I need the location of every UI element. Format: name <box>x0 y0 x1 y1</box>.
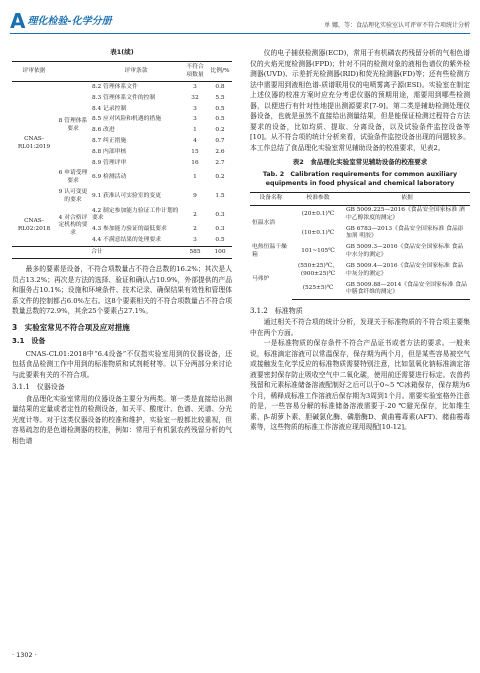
count-cell: 1 <box>193 174 197 181</box>
count-cell: 3 <box>193 105 197 112</box>
count-cell: 3 <box>193 237 197 244</box>
left-column <box>12 48 232 446</box>
count-cell: 2 <box>193 226 197 233</box>
pct-cell: 0.3 <box>215 211 225 218</box>
right-column <box>250 48 470 433</box>
table2-header: 校准参数 <box>292 192 344 205</box>
pct-cell: 0.5 <box>215 116 225 123</box>
count-cell: 1 <box>193 127 197 134</box>
table2-caption: 表2 食品理化实验室常见辅助设备的校准要求 <box>292 158 428 167</box>
table-row <box>12 82 232 93</box>
subclause-cell: 8.2 管理体系文件 <box>92 83 138 90</box>
total-count: 585 <box>182 247 208 259</box>
pct-cell: 1.5 <box>215 192 225 199</box>
subclause-cell: 9.1 获准认可实验室的变更 <box>92 192 162 199</box>
equipment-cell: 恒温水浴 <box>252 220 276 227</box>
subclause-cell: 6.9 检测活动 <box>92 174 127 181</box>
table1-header <box>56 61 90 82</box>
table1 <box>12 61 232 259</box>
subsubsection-heading: 3.1.1 仪器设备 <box>12 383 65 392</box>
logo-mark: A <box>10 9 26 33</box>
table-total-row <box>12 247 232 259</box>
basis-cell: GB 6783—2013《食品安全国家标准 食品添加剂 明胶》 <box>346 225 464 240</box>
clause-cell: 9 认可变更的要求 <box>58 189 88 203</box>
basis-cell: GB 5009.225—2016《食品安全国家标准 酒中乙醇浓度的测定》 <box>346 207 465 221</box>
subclause-cell: 8.6 改进 <box>92 127 115 134</box>
subclause-cell: 8.9 管理评审 <box>92 159 127 166</box>
table2-header: 设备名称 <box>250 192 292 205</box>
table2-body <box>250 205 470 299</box>
journal-logo <box>10 9 112 33</box>
count-cell: 9 <box>193 192 197 199</box>
param-cell: (525±5)℃ <box>292 280 344 299</box>
table1-header: 评审依据 <box>12 61 56 82</box>
subclause-cell: 8.3 管理体系文件的控制 <box>92 94 156 101</box>
pct-cell: 5.5 <box>215 94 225 101</box>
paragraph: 食品理化实验室常用的仪器设备主要分为两类。第一类是直接给出测量结果的定量或者定性的检测设备，如天平、酸度计、色谱、光谱、分光光度计等。对于这类仪器设备的校准和维护，实验室一般都比较重视，但容易疏忽的是色谱检测器的校准，例如：常用于有机氯农药残留分析的气相色谱 <box>12 394 232 445</box>
table1-header: 评审条款 <box>90 61 182 82</box>
table1-header: 不符合项数量 <box>182 61 208 82</box>
table-row <box>12 206 232 225</box>
equipment-cell: 马弗炉 <box>252 276 270 283</box>
subclause-cell: 8.7 纠正措施 <box>92 137 127 144</box>
param-cell: (550±25)℃，(900±25)℃ <box>297 262 339 277</box>
count-cell: 3 <box>193 116 197 123</box>
table-row <box>250 243 470 262</box>
table2-header: 依据 <box>344 192 470 205</box>
subclause-cell: 8.4 记录控制 <box>92 105 127 112</box>
table2 <box>250 192 470 300</box>
section-heading: 3 实验室常见不符合项及应对措施 <box>12 322 130 332</box>
paragraph: CNAS-CL01:2018中“6.4设备”不仅指实验室用到的仪器设备，还包括食品检测工作中用到的标准物质和试剂耗材等。以下分两部分来讨论与此要素有关的不符合项。 <box>12 349 232 379</box>
paragraph: 仪的电子捕获检测器(ECD)，常用于有机磷农药残留分析的气相色谱仪的火焰光度检测器(FPD)；针对不同的检测对象的液相色谱仪的紫外检测器(UVD)、示差折光检测器(RID)和荧光检测器(FD)等；还有些检测方法中需要用到液相色谱-质谱联用仪的电喷雾离子源(ESI)。实验室在制定上述仪器的校准方案时应充分考虑仪器的预期用途，需要用到哪些检测器，以便进行有针对性地提出测源要求[7-9]。第二类是辅助检测处理仪器设备，也就是虽然不直接给出测量结果，但是能保证检测过程符合方法要求的设备，比如均质、提取、分离设备，以及试验条件监控设备等[10]。从不符合项的统计分析来看，试验条件监控设备出现的问题较多。本工作总结了食品理化实验室常见辅助设备的校准要求，见表2。 <box>250 49 470 152</box>
basis-cell: CNAS-RL02:2018 <box>17 218 51 233</box>
journal-name: 理化检验-化学分册 <box>27 16 112 27</box>
pct-cell: 0.2 <box>215 127 225 134</box>
paragraph: 最多的要素是设备，不符合项数量占不符合总数的16.2%；其次是人员占13.2%；再次是方法的选择、验证和确认占10.9%，外部提供的产品和服务占10.1%；设施和环境条件、技术记录、确保结果有效性和管理体系文件的控制都占6.0%左右。这8个要素相关的不符合项数量占不符合项数量总数的72.9%，其余25个要素占27.1%。 <box>12 265 232 316</box>
table1-caption: 表1(续) <box>110 48 134 56</box>
param-cell: (10±0.1)℃ <box>301 229 335 236</box>
count-cell: 3 <box>193 83 197 90</box>
total-label: 合计 <box>12 247 182 259</box>
subclause-cell: 4.3 参加能力验证的最低要求 <box>92 226 167 233</box>
basis-cell: GB 5009.88—2014《食品安全国家标准 食品中膳食纤维的测定》 <box>344 280 470 299</box>
count-cell: 16 <box>191 159 199 166</box>
subclause-cell: 4.2 制定参加能力验证工作计划的要求 <box>92 207 179 222</box>
subclause-cell: 8.5 应对风险和机遇的措施 <box>92 116 162 123</box>
table-row <box>250 261 470 280</box>
clause-cell: 8 管理体系要求 <box>58 117 88 132</box>
param-cell: (20±0.1)℃ <box>301 210 335 217</box>
count-cell: 32 <box>191 94 199 101</box>
pct-cell: 0.3 <box>215 226 225 233</box>
equipment-cell: 电热恒温干燥箱 <box>252 244 287 259</box>
count-cell: 15 <box>191 148 199 155</box>
table2-caption-en: Tab. 2 Calibration requirements for common auxiliary equipments in food physical and chemical laboratory <box>262 171 458 187</box>
subclause-cell: 8.8 内部审核 <box>92 148 127 155</box>
subsection-heading: 3.1 设备 <box>12 337 46 346</box>
page-number: · 1302 · <box>12 651 37 659</box>
pct-cell: 0.5 <box>215 237 225 244</box>
clause-cell: 6 申请受理要求 <box>58 170 88 185</box>
basis-cell: CNAS-RL01:2019 <box>17 136 51 151</box>
table1-body <box>12 82 232 259</box>
clause-cell: 4 对合格评定机构的要求 <box>58 214 88 237</box>
paragraph: 通过相关不符合项的统计分析，发现关于标准物质的不符合项主要集中在两个方面。 <box>250 318 470 337</box>
running-title: 单 娜，等：食品理化实验室认可评审不符合项统计分析 <box>324 22 470 29</box>
basis-cell: GB 5009.3—2016《食品安全国家标准 食品中水分的测定》 <box>346 244 464 259</box>
table1-header: 比例/% <box>208 61 232 82</box>
param-cell: 101~105℃ <box>301 248 335 255</box>
pct-cell: 0.7 <box>215 137 225 144</box>
pct-cell: 0.2 <box>215 174 225 181</box>
pct-cell: 0.8 <box>215 83 225 90</box>
paragraph: 一是标准物质的保存条件不符合产品证书或者方法的要求。一般来说，标准滴定溶液可以常温保存，保存期为两个月，但是某些容易被空气或接触发生化学反应的标准物质需要特别注意，比如氢氧化钠标准滴定溶液要密封保存防止吸收空气中二氧化碳，使用前还需要进行标定。农兽药残留和元素标准储备溶液配制好之后可以于0~5 ℃冰箱保存，保存期为6个月，稀释成标准工作溶液后保存期为3周到1个月。需要实验室格外注意的是，一些容易分解的标准储备溶液需要于-20 ℃避光保存，比如维生素、β-胡萝卜素、胆碱氯化酶、磷脂酶D、黄曲霉毒素(AFT)、赭曲霉毒素等，这些物质的标准工作溶液应现用现配[10-12]。 <box>250 339 470 432</box>
count-cell: 2 <box>193 211 197 218</box>
table-row <box>250 205 470 224</box>
page-header <box>10 8 470 34</box>
subsubsection-heading: 3.1.2 标准物质 <box>250 306 303 315</box>
pct-cell: 2.7 <box>215 159 225 166</box>
count-cell: 4 <box>193 137 197 144</box>
total-pct: 100 <box>208 247 232 259</box>
pct-cell: 0.5 <box>215 105 225 112</box>
pct-cell: 2.6 <box>215 148 225 155</box>
basis-cell: GB 5009.4—2016《食品安全国家标准 食品中灰分的测定》 <box>346 262 464 277</box>
subclause-cell: 4.4 不满意结果的处理要求 <box>92 237 162 244</box>
